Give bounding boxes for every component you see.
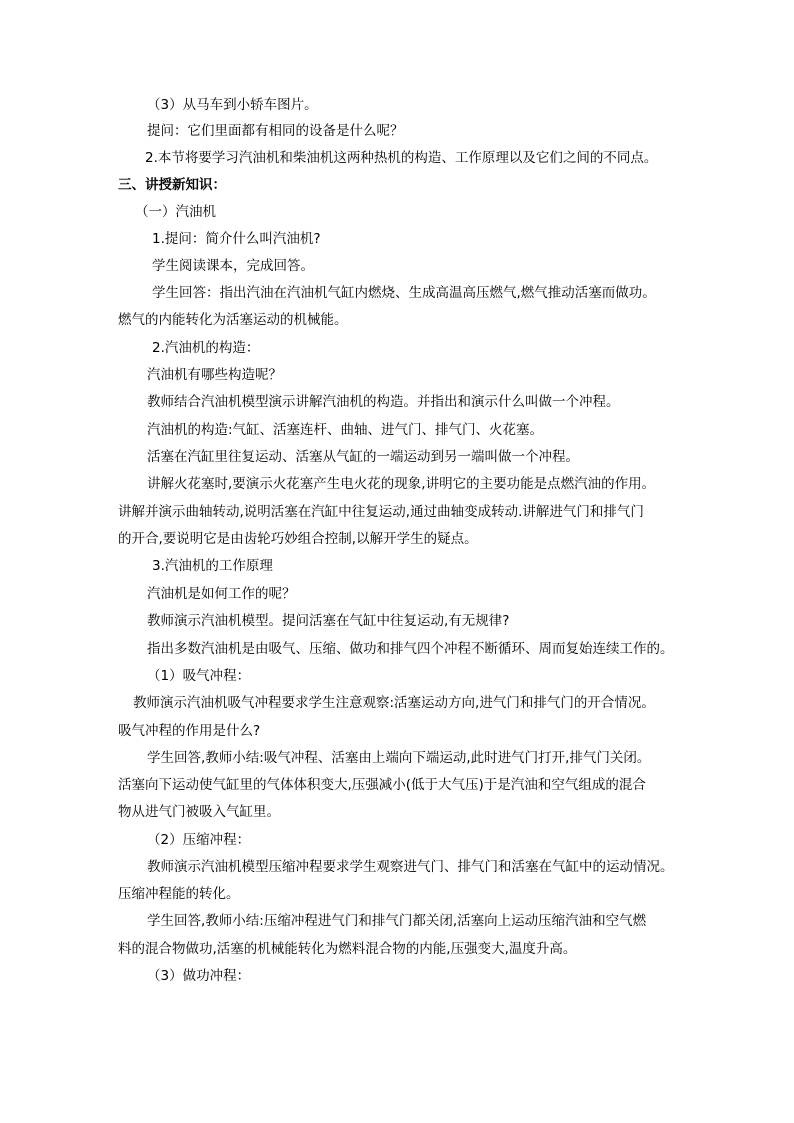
section-heading: 三、讲授新知识： <box>118 177 226 193</box>
text-line: 2.本节将要学习汽油机和柴油机这两种热机的构造、工作原理以及它们之间的不同点。 <box>145 150 658 166</box>
text-line: （2）压缩冲程： <box>147 832 251 848</box>
text-line: 活塞在汽缸里往复运动、活塞从气缸的一端运动到另一端叫做一个冲程。 <box>147 449 579 465</box>
text-line: 燃气的内能转化为活塞运动的机械能。 <box>118 312 348 328</box>
text-line: 提问：它们里面都有相同的设备是什么呢？ <box>147 123 404 139</box>
text-line: 学生阅读课本，完成回答。 <box>152 258 314 274</box>
text-line: 学生回答,教师小结:压缩冲程进气门和排气门都关闭,活塞向上运动压缩汽油和空气燃 <box>147 913 647 929</box>
text-line: 2.汽油机的构造： <box>152 340 260 356</box>
text-line: 的开合,要说明它是由齿轮巧妙组合控制,以解开学生的疑点。 <box>118 531 478 547</box>
subsection-heading: （一）汽油机 <box>135 204 216 220</box>
text-line: 教师演示汽油机模型。提问活塞在气缸中往复运动,有无规律? <box>147 613 510 629</box>
text-line: 指出多数汽油机是由吸气、压缩、做功和排气四个冲程不断循环、周而复始连续工作的。 <box>147 641 674 657</box>
text-line: 教师结合汽油机模型演示讲解汽油机的构造。并指出和演示什么叫做一个冲程。 <box>147 394 620 410</box>
text-line: 1.提问：简介什么叫汽油机? <box>152 231 321 247</box>
text-line: 吸气冲程的作用是什么? <box>118 723 261 739</box>
text-line: 讲解火花塞时,要演示火花塞产生电火花的现象,讲明它的主要功能是点燃汽油的作用。 <box>147 476 656 492</box>
text-line: 汽油机是如何工作的呢？ <box>147 586 296 602</box>
text-line: 学生回答,教师小结:吸气冲程、活塞由上端向下端运动,此时进气门打开,排气门关闭。 <box>147 750 651 766</box>
text-line: 活塞向下运动使气缸里的气体体积变大,压强减小(低于大气压)于是汽油和空气组成的混合 <box>118 777 646 793</box>
text-line: （3）从马车到小轿车图片。 <box>147 97 318 113</box>
text-line: 3.汽油机的工作原理 <box>152 558 273 574</box>
text-line: 汽油机的构造:气缸、活塞连杆、曲轴、进气门、排气门、火花塞。 <box>147 422 544 438</box>
text-line: 汽油机有哪些构造呢？ <box>147 367 282 383</box>
text-line: 讲解并演示曲轴转动,说明活塞在汽缸中往复运动,通过曲轴变成转动.讲解进气门和排气门 <box>118 504 644 520</box>
text-line: （3）做功冲程： <box>147 968 251 984</box>
text-line: 压缩冲程能的转化。 <box>118 886 240 902</box>
text-line: 学生回答：指出汽油在汽油机气缸内燃烧、生成高温高压燃气,燃气推动活塞而做功。 <box>152 285 656 301</box>
text-line: 教师演示汽油机模型压缩冲程要求学生观察进气门、排气门和活塞在气缸中的运动情况。 <box>147 859 674 875</box>
text-line: 料的混合物做功,活塞的机械能转化为燃料混合物的内能,压强变大,温度升高。 <box>118 941 577 957</box>
text-line: 物从进气门被吸入气缸里。 <box>118 804 280 820</box>
text-line: 教师演示汽油机吸气冲程要求学生注意观察:活塞运动方向,进气门和排气门的开合情况。 <box>133 695 655 711</box>
text-line: （1）吸气冲程： <box>147 668 251 684</box>
